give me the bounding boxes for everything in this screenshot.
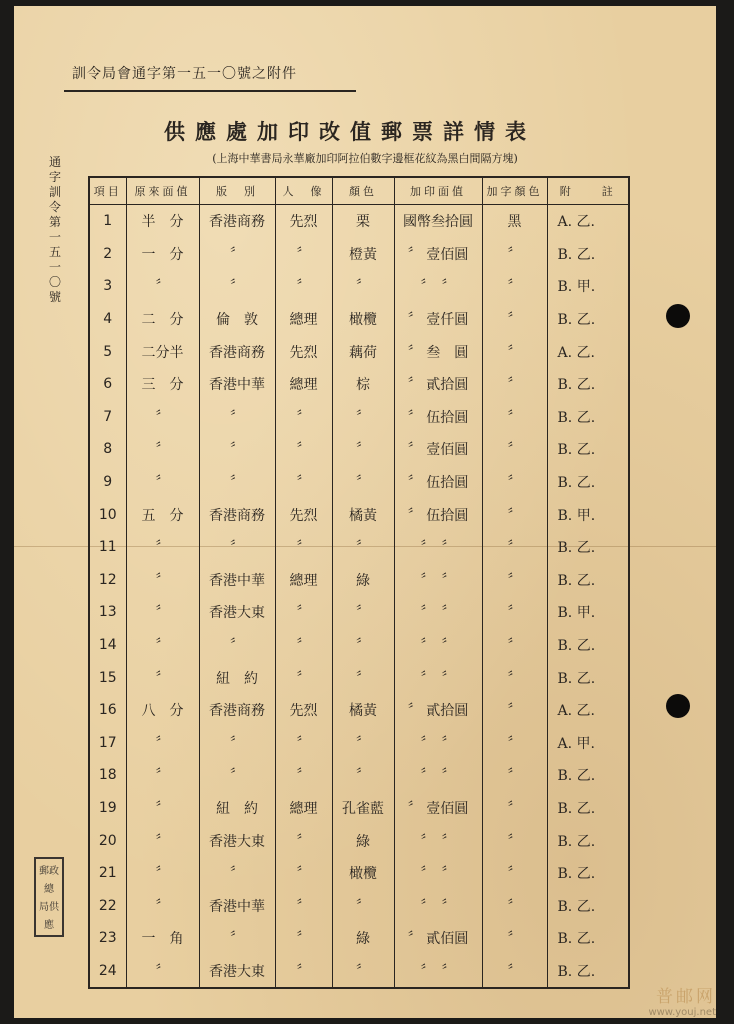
row-overprint-color: 〞 xyxy=(482,531,547,564)
row-portrait: 〞 xyxy=(275,889,332,922)
row-overprint-color: 〞 xyxy=(482,401,547,434)
row-portrait: 〞 xyxy=(275,531,332,564)
table-row xyxy=(89,629,629,662)
row-printing: 香港中華 xyxy=(199,564,275,597)
row-overprint-color: 〞 xyxy=(482,433,547,466)
table-row xyxy=(89,498,629,531)
row-color: 〞 xyxy=(332,401,394,434)
row-item-number: 1 xyxy=(89,205,126,238)
row-portrait: 〞 xyxy=(275,596,332,629)
row-item-number: 12 xyxy=(89,564,126,597)
row-surcharge: 〞 伍拾圓 xyxy=(394,498,482,531)
table-header-row xyxy=(89,177,629,205)
row-printing: 香港中華 xyxy=(199,368,275,401)
row-original-value: 〞 xyxy=(126,889,199,922)
row-original-value: 〞 xyxy=(126,629,199,662)
row-color: 〞 xyxy=(332,629,394,662)
row-surcharge: 〞 〞 xyxy=(394,531,482,564)
seal-line: 局供應 xyxy=(39,902,59,931)
row-printing: 〞 xyxy=(199,759,275,792)
page-title: 供應處加印改值郵票詳情表 xyxy=(164,119,536,144)
row-surcharge: 國幣叁拾圓 xyxy=(394,205,482,238)
row-surcharge: 〞 壹佰圓 xyxy=(394,792,482,825)
row-color: 橄欖 xyxy=(332,857,394,890)
row-item-number: 10 xyxy=(89,498,126,531)
column-header-surcharge: 加印面值 xyxy=(394,177,482,205)
row-original-value: 〞 xyxy=(126,792,199,825)
row-item-number: 20 xyxy=(89,824,126,857)
row-printing: 香港商務 xyxy=(199,694,275,727)
table-row xyxy=(89,759,629,792)
row-remarks: B. 乙. xyxy=(547,564,629,597)
row-remarks: B. 乙. xyxy=(547,303,629,336)
row-remarks: B. 甲. xyxy=(547,270,629,303)
row-printing: 香港商務 xyxy=(199,205,275,238)
row-original-value: 〞 xyxy=(126,759,199,792)
row-overprint-color: 〞 xyxy=(482,824,547,857)
row-original-value: 二分半 xyxy=(126,335,199,368)
row-printing: 〞 xyxy=(199,727,275,760)
row-original-value: 三 分 xyxy=(126,368,199,401)
row-remarks: B. 乙. xyxy=(547,531,629,564)
row-overprint-color: 〞 xyxy=(482,270,547,303)
column-header-printing: 版 別 xyxy=(199,177,275,205)
row-printing: 香港大東 xyxy=(199,824,275,857)
row-original-value: 〞 xyxy=(126,564,199,597)
row-color: 栗 xyxy=(332,205,394,238)
table-row xyxy=(89,661,629,694)
row-overprint-color: 〞 xyxy=(482,238,547,271)
row-portrait: 〞 xyxy=(275,466,332,499)
row-remarks: B. 乙. xyxy=(547,922,629,955)
column-header-color: 顏色 xyxy=(332,177,394,205)
row-original-value: 〞 xyxy=(126,727,199,760)
table-row xyxy=(89,401,629,434)
row-portrait: 〞 xyxy=(275,759,332,792)
row-remarks: B. 乙. xyxy=(547,857,629,890)
table-row xyxy=(89,270,629,303)
table-row xyxy=(89,727,629,760)
row-surcharge: 〞 貳佰圓 xyxy=(394,922,482,955)
row-remarks: A. 乙. xyxy=(547,205,629,238)
row-original-value: 〞 xyxy=(126,433,199,466)
row-surcharge: 〞 叁 圓 xyxy=(394,335,482,368)
row-remarks: A. 甲. xyxy=(547,727,629,760)
row-surcharge: 〞 壹佰圓 xyxy=(394,238,482,271)
row-printing: 香港商務 xyxy=(199,335,275,368)
row-item-number: 9 xyxy=(89,466,126,499)
row-printing: 香港大東 xyxy=(199,955,275,989)
row-original-value: 半 分 xyxy=(126,205,199,238)
row-item-number: 4 xyxy=(89,303,126,336)
row-surcharge: 〞 〞 xyxy=(394,824,482,857)
table-row xyxy=(89,596,629,629)
row-printing: 〞 xyxy=(199,433,275,466)
row-printing: 紐 約 xyxy=(199,661,275,694)
column-header-remarks: 附 註 xyxy=(547,177,629,205)
row-surcharge: 〞 〞 xyxy=(394,629,482,662)
side-note: 通字訓令第一五一〇號 xyxy=(48,155,61,304)
row-printing: 〞 xyxy=(199,857,275,890)
page-subtitle: (上海中華書局永華廠加印阿拉伯數字邊框花紋為黑白間隔方塊) xyxy=(212,152,518,165)
row-original-value: 一 角 xyxy=(126,922,199,955)
row-portrait: 總理 xyxy=(275,564,332,597)
punch-hole xyxy=(666,694,690,718)
row-color: 〞 xyxy=(332,759,394,792)
row-surcharge: 〞 〞 xyxy=(394,955,482,989)
table-row xyxy=(89,922,629,955)
row-portrait: 〞 xyxy=(275,727,332,760)
row-portrait: 先烈 xyxy=(275,335,332,368)
row-portrait: 〞 xyxy=(275,857,332,890)
row-item-number: 8 xyxy=(89,433,126,466)
row-printing: 〞 xyxy=(199,238,275,271)
row-original-value: 〞 xyxy=(126,466,199,499)
row-original-value: 〞 xyxy=(126,661,199,694)
table-row xyxy=(89,433,629,466)
row-item-number: 18 xyxy=(89,759,126,792)
row-remarks: B. 乙. xyxy=(547,629,629,662)
column-header-overprint-color: 加字顏色 xyxy=(482,177,547,205)
row-color: 橄欖 xyxy=(332,303,394,336)
table-row xyxy=(89,205,629,238)
row-remarks: B. 乙. xyxy=(547,401,629,434)
table-row xyxy=(89,368,629,401)
table-row xyxy=(89,889,629,922)
row-item-number: 2 xyxy=(89,238,126,271)
row-printing: 香港商務 xyxy=(199,498,275,531)
row-overprint-color: 〞 xyxy=(482,922,547,955)
row-overprint-color: 〞 xyxy=(482,466,547,499)
row-surcharge: 〞 壹仟圓 xyxy=(394,303,482,336)
row-portrait: 先烈 xyxy=(275,694,332,727)
row-surcharge: 〞 〞 xyxy=(394,889,482,922)
row-portrait: 總理 xyxy=(275,303,332,336)
row-color: 橘黃 xyxy=(332,694,394,727)
row-original-value: 一 分 xyxy=(126,238,199,271)
row-overprint-color: 〞 xyxy=(482,596,547,629)
row-remarks: A. 乙. xyxy=(547,335,629,368)
row-item-number: 23 xyxy=(89,922,126,955)
seal-stamp xyxy=(34,857,64,937)
row-printing: 〞 xyxy=(199,401,275,434)
row-portrait: 〞 xyxy=(275,629,332,662)
row-color: 〞 xyxy=(332,889,394,922)
row-color: 綠 xyxy=(332,824,394,857)
row-surcharge: 〞 壹佰圓 xyxy=(394,433,482,466)
row-overprint-color: 〞 xyxy=(482,694,547,727)
row-item-number: 16 xyxy=(89,694,126,727)
row-original-value: 八 分 xyxy=(126,694,199,727)
row-item-number: 15 xyxy=(89,661,126,694)
row-printing: 倫 敦 xyxy=(199,303,275,336)
row-portrait: 〞 xyxy=(275,401,332,434)
table-row xyxy=(89,824,629,857)
row-printing: 紐 約 xyxy=(199,792,275,825)
row-item-number: 3 xyxy=(89,270,126,303)
row-color: 藕荷 xyxy=(332,335,394,368)
row-item-number: 6 xyxy=(89,368,126,401)
row-printing: 〞 xyxy=(199,531,275,564)
row-color: 綠 xyxy=(332,564,394,597)
row-original-value: 〞 xyxy=(126,857,199,890)
column-header-portrait: 人 像 xyxy=(275,177,332,205)
row-portrait: 〞 xyxy=(275,433,332,466)
table-row xyxy=(89,238,629,271)
row-portrait: 總理 xyxy=(275,792,332,825)
row-portrait: 先烈 xyxy=(275,498,332,531)
row-item-number: 11 xyxy=(89,531,126,564)
row-item-number: 13 xyxy=(89,596,126,629)
row-surcharge: 〞 伍拾圓 xyxy=(394,401,482,434)
row-remarks: B. 甲. xyxy=(547,596,629,629)
row-surcharge: 〞 〞 xyxy=(394,270,482,303)
row-printing: 〞 xyxy=(199,922,275,955)
row-color: 〞 xyxy=(332,531,394,564)
row-remarks: B. 乙. xyxy=(547,759,629,792)
row-remarks: B. 乙. xyxy=(547,238,629,271)
row-color: 〞 xyxy=(332,433,394,466)
row-overprint-color: 〞 xyxy=(482,629,547,662)
table-row xyxy=(89,792,629,825)
row-surcharge: 〞 伍拾圓 xyxy=(394,466,482,499)
row-overprint-color: 〞 xyxy=(482,889,547,922)
seal-line: 郵政總 xyxy=(39,866,59,895)
row-portrait: 〞 xyxy=(275,238,332,271)
row-portrait: 〞 xyxy=(275,955,332,989)
row-printing: 〞 xyxy=(199,270,275,303)
row-overprint-color: 〞 xyxy=(482,498,547,531)
row-remarks: B. 乙. xyxy=(547,433,629,466)
row-remarks: B. 乙. xyxy=(547,889,629,922)
row-item-number: 17 xyxy=(89,727,126,760)
row-item-number: 22 xyxy=(89,889,126,922)
row-overprint-color: 〞 xyxy=(482,661,547,694)
row-remarks: A. 乙. xyxy=(547,694,629,727)
row-overprint-color: 〞 xyxy=(482,303,547,336)
row-item-number: 19 xyxy=(89,792,126,825)
row-portrait: 〞 xyxy=(275,661,332,694)
row-surcharge: 〞 〞 xyxy=(394,857,482,890)
watermark-text: 普邮网 xyxy=(656,987,716,1007)
row-surcharge: 〞 〞 xyxy=(394,661,482,694)
column-header-original-value: 原來面值 xyxy=(126,177,199,205)
row-remarks: B. 乙. xyxy=(547,466,629,499)
row-remarks: B. 乙. xyxy=(547,955,629,989)
row-surcharge: 〞 〞 xyxy=(394,727,482,760)
row-original-value: 二 分 xyxy=(126,303,199,336)
row-original-value: 〞 xyxy=(126,955,199,989)
table-body xyxy=(89,205,629,989)
row-remarks: B. 乙. xyxy=(547,824,629,857)
watermark xyxy=(648,982,716,1018)
row-portrait: 先烈 xyxy=(275,205,332,238)
row-surcharge: 〞 〞 xyxy=(394,759,482,792)
stamp-details-table xyxy=(88,176,630,989)
row-original-value: 〞 xyxy=(126,596,199,629)
watermark-url: www.youj.net xyxy=(648,1007,716,1018)
row-surcharge: 〞 貳拾圓 xyxy=(394,368,482,401)
row-item-number: 14 xyxy=(89,629,126,662)
row-color: 孔雀藍 xyxy=(332,792,394,825)
row-original-value: 〞 xyxy=(126,824,199,857)
row-color: 〞 xyxy=(332,661,394,694)
row-overprint-color: 〞 xyxy=(482,727,547,760)
row-surcharge: 〞 〞 xyxy=(394,564,482,597)
row-portrait: 〞 xyxy=(275,922,332,955)
row-remarks: B. 乙. xyxy=(547,661,629,694)
column-header-item: 項目 xyxy=(89,177,126,205)
table-row xyxy=(89,466,629,499)
row-printing: 〞 xyxy=(199,466,275,499)
row-portrait: 〞 xyxy=(275,824,332,857)
row-printing: 香港大東 xyxy=(199,596,275,629)
row-surcharge: 〞 〞 xyxy=(394,596,482,629)
punch-hole xyxy=(666,304,690,328)
row-item-number: 7 xyxy=(89,401,126,434)
row-printing: 香港中華 xyxy=(199,889,275,922)
row-color: 〞 xyxy=(332,955,394,989)
table-row xyxy=(89,694,629,727)
row-color: 〞 xyxy=(332,466,394,499)
table-row xyxy=(89,335,629,368)
row-overprint-color: 〞 xyxy=(482,792,547,825)
row-color: 〞 xyxy=(332,270,394,303)
row-color: 〞 xyxy=(332,596,394,629)
table-row xyxy=(89,564,629,597)
row-item-number: 24 xyxy=(89,955,126,989)
row-original-value: 五 分 xyxy=(126,498,199,531)
row-remarks: B. 乙. xyxy=(547,368,629,401)
row-surcharge: 〞 貳拾圓 xyxy=(394,694,482,727)
row-overprint-color: 〞 xyxy=(482,857,547,890)
row-overprint-color: 黑 xyxy=(482,205,547,238)
table-row xyxy=(89,303,629,336)
row-printing: 〞 xyxy=(199,629,275,662)
row-color: 橘黃 xyxy=(332,498,394,531)
row-overprint-color: 〞 xyxy=(482,955,547,989)
row-remarks: B. 乙. xyxy=(547,792,629,825)
row-overprint-color: 〞 xyxy=(482,368,547,401)
row-original-value: 〞 xyxy=(126,401,199,434)
row-item-number: 5 xyxy=(89,335,126,368)
row-color: 〞 xyxy=(332,727,394,760)
row-remarks: B. 甲. xyxy=(547,498,629,531)
row-color: 棕 xyxy=(332,368,394,401)
table-row xyxy=(89,531,629,564)
table-row xyxy=(89,955,629,989)
attachment-header: 訓令局會通字第一五一〇號之附件 xyxy=(64,56,356,92)
row-overprint-color: 〞 xyxy=(482,759,547,792)
row-original-value: 〞 xyxy=(126,270,199,303)
row-portrait: 總理 xyxy=(275,368,332,401)
row-overprint-color: 〞 xyxy=(482,564,547,597)
row-color: 綠 xyxy=(332,922,394,955)
row-color: 橙黃 xyxy=(332,238,394,271)
row-item-number: 21 xyxy=(89,857,126,890)
table-row xyxy=(89,857,629,890)
row-portrait: 〞 xyxy=(275,270,332,303)
row-original-value: 〞 xyxy=(126,531,199,564)
row-overprint-color: 〞 xyxy=(482,335,547,368)
